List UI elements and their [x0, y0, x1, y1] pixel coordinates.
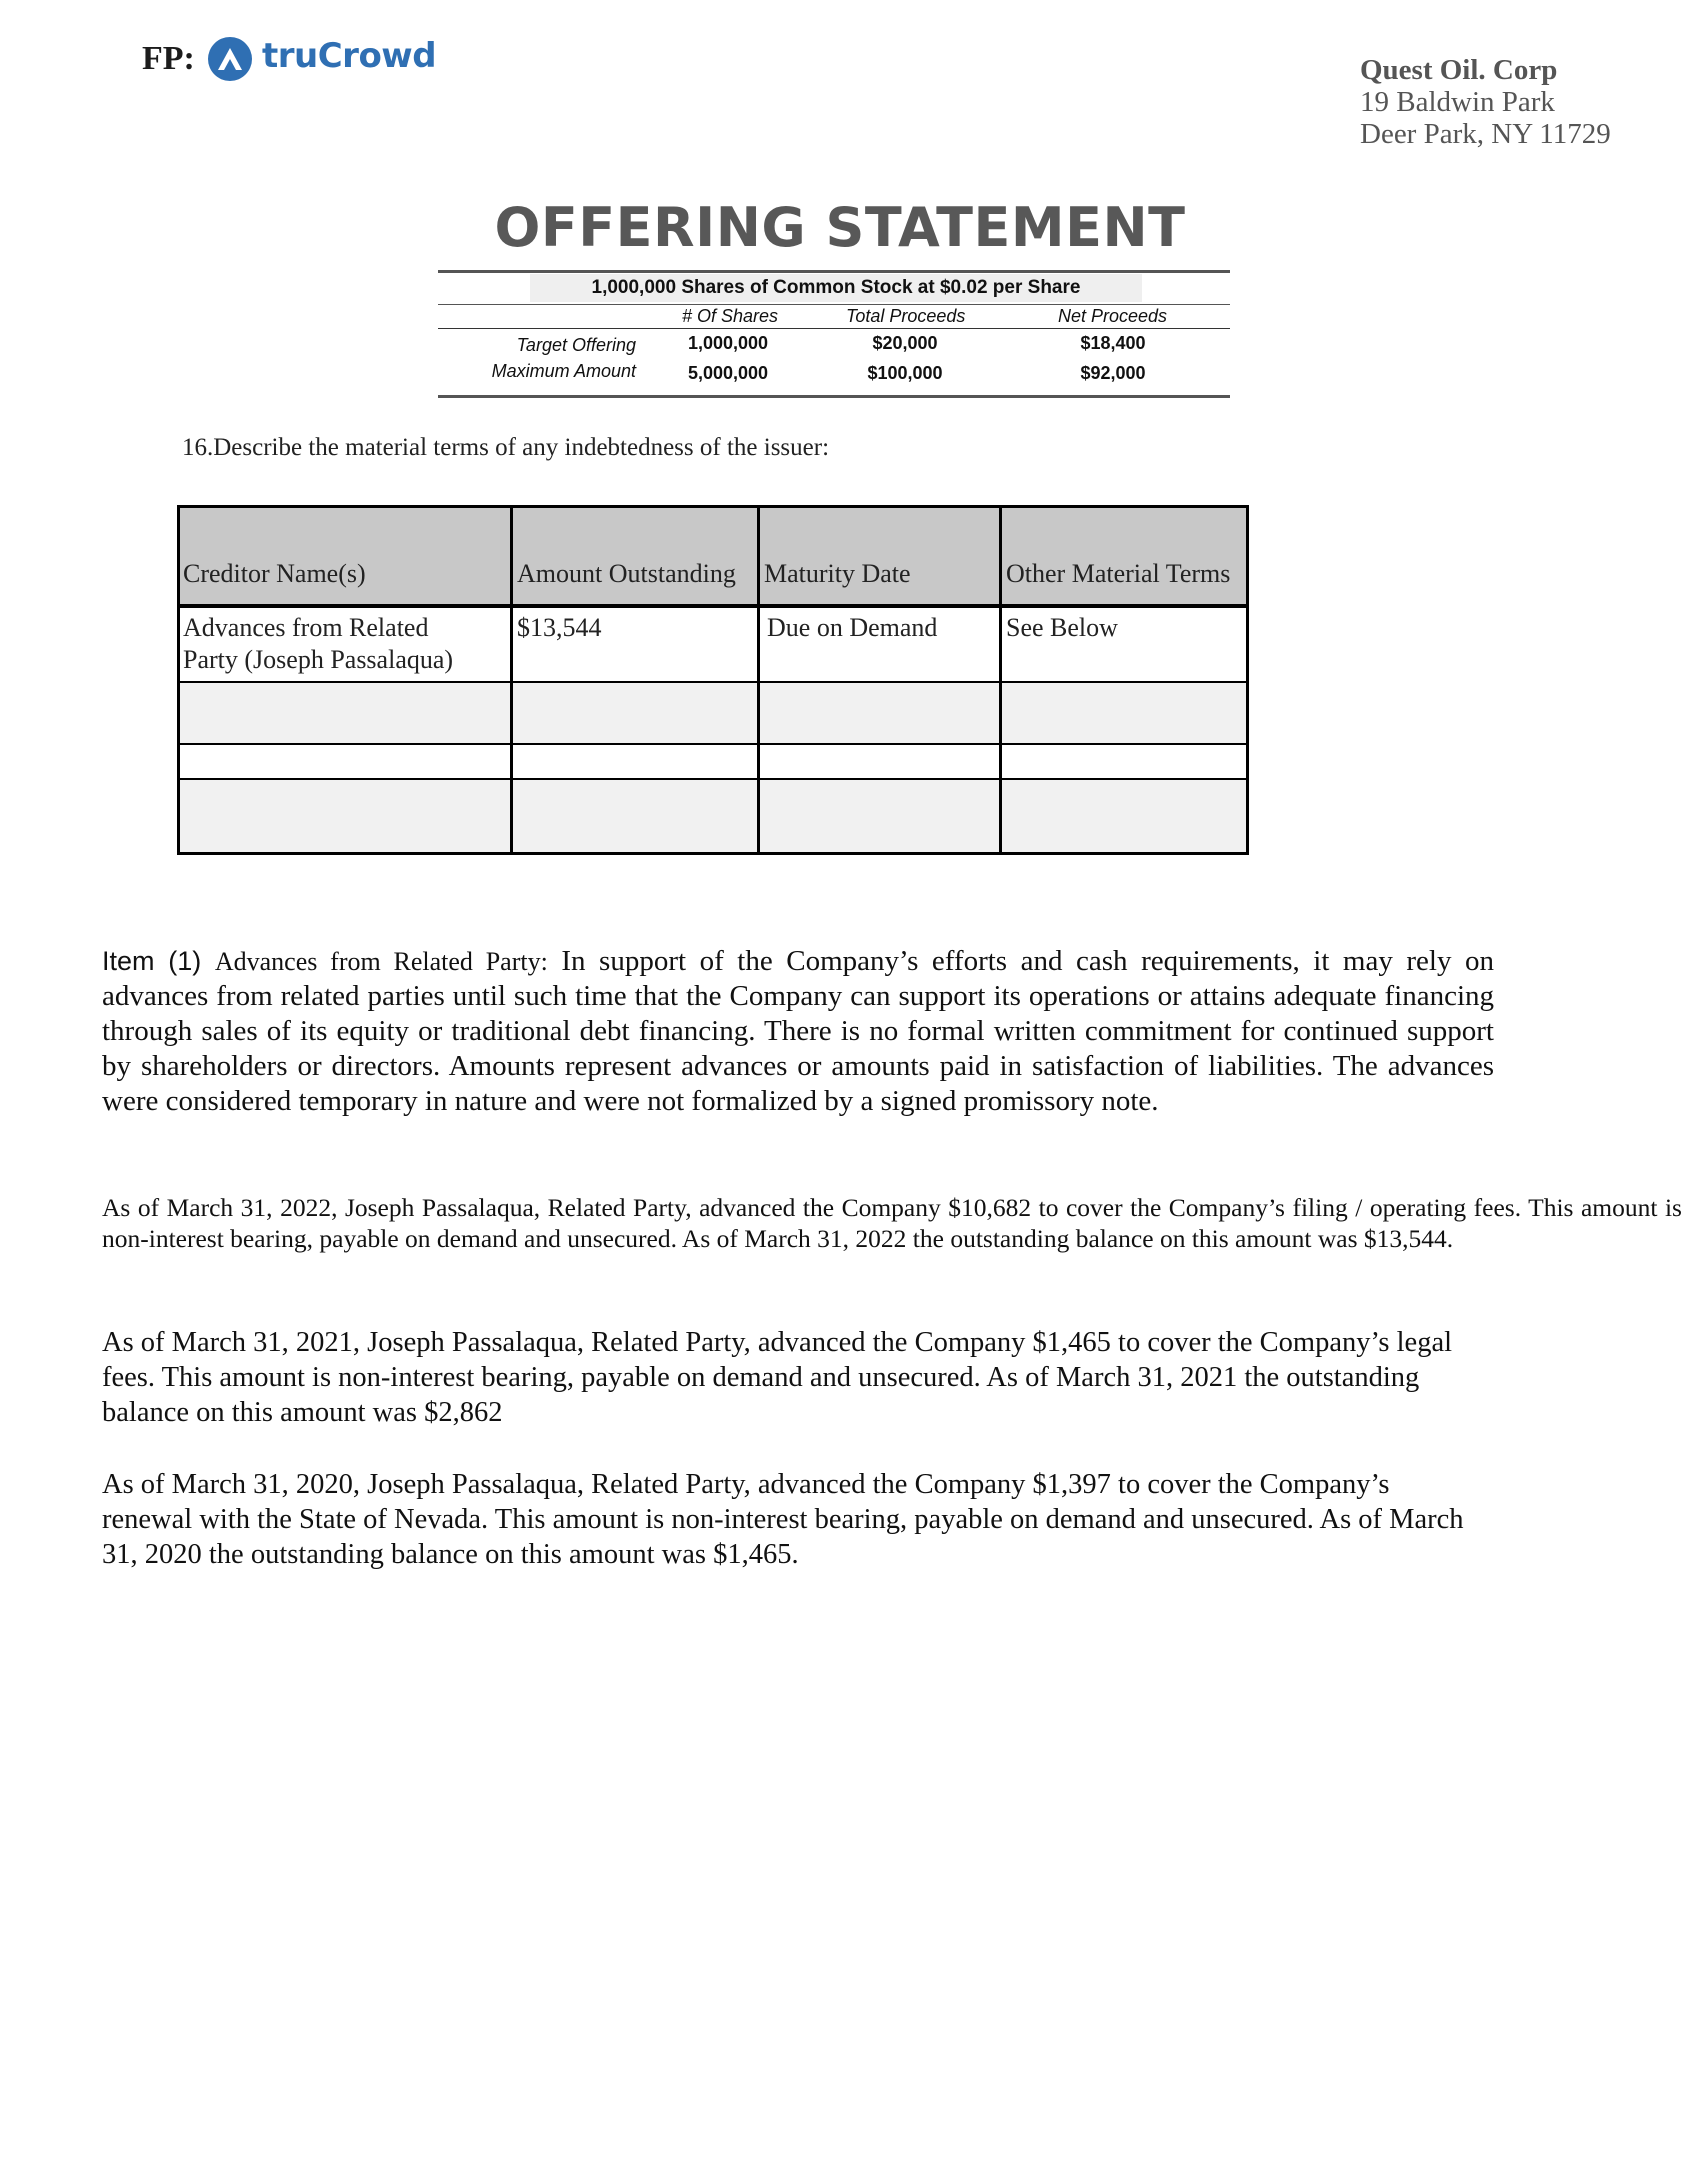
offering-header-rule [438, 328, 1230, 329]
col-header-total: Total Proceeds [846, 306, 966, 326]
creditor-line-1: Advances from Related [183, 613, 429, 642]
header-amount: Amount Outstanding [517, 559, 736, 588]
address-line-2: Deer Park, NY 11729 [1360, 118, 1611, 150]
table-col-divider [999, 508, 1002, 852]
table-row-empty-1 [180, 683, 1246, 743]
offering-divider [438, 304, 1230, 305]
offering-statement-title: OFFERING STATEMENT [494, 196, 1186, 259]
col-header-shares: # Of Shares [682, 306, 779, 326]
row-label-target: Target Offering [516, 335, 636, 355]
maximum-net: $92,000 [1080, 363, 1146, 383]
table-col-divider [757, 508, 760, 852]
header-terms: Other Material Terms [1006, 559, 1231, 588]
table-row-divider [180, 681, 1246, 683]
offering-top-rule [438, 270, 1230, 273]
offering-shares-line: 1,000,000 Shares of Common Stock at $0.02 per Share [530, 274, 1142, 302]
maximum-total: $100,000 [867, 363, 943, 383]
paragraph-2021: As of March 31, 2021, Joseph Passalaqua, Related Party, advanced the Company $1,465 to cover the Company’s legal fees. This amount is non-interest bearing, payable on demand and unsecured. As of March 31, 2021 the outstanding balance on this amount was $2,862 [102, 1327, 1453, 1428]
fp-label: FP: [142, 40, 195, 77]
brand-name: truCrowd [262, 36, 437, 76]
paragraph-2020: As of March 31, 2020, Joseph Passalaqua, Related Party, advanced the Company $1,397 to cover the Company’s renewal with the State of Nevada. This amount is non-interest bearing, payable on demand and unsecured. As of March 31, 2020 the outstanding balance on this amount was $1,465. [102, 1469, 1464, 1570]
item-1-text: In support of the Company’s efforts and cash requirements, it may rely on advances from related parties until such time that the Company can support its operations or attains adequate financing through sales of its equity or traditional debt financing. There is no formal written commitment for continued support by shareholders or directors. Amounts represent advances or amounts paid in satisfaction of liabilities. The advances were considered temporary in nature and were not formalized by a signed promissory note. [102, 945, 1495, 1117]
maximum-shares: 5,000,000 [687, 363, 769, 383]
item-1-label: Item (1) [102, 946, 202, 976]
company-address-block [1360, 54, 1611, 150]
item-1-subject: Advances from Related Party: [214, 947, 548, 976]
other-terms: See Below [1006, 613, 1118, 642]
table-row-divider [180, 778, 1246, 780]
col-header-net: Net Proceeds [1058, 306, 1168, 326]
maturity-date: Due on Demand [767, 613, 938, 642]
item-1-paragraph [102, 944, 1494, 1119]
table-row-empty-3 [180, 780, 1246, 852]
table-row-divider [180, 743, 1246, 745]
target-net: $18,400 [1080, 333, 1146, 353]
row-label-maximum: Maximum Amount [491, 361, 636, 381]
indebtedness-table [177, 505, 1249, 855]
creditor-line-2: Party (Joseph Passalaqua) [183, 645, 454, 674]
target-total: $20,000 [872, 333, 938, 353]
header-creditor: Creditor Name(s) [183, 559, 366, 588]
header-maturity: Maturity Date [764, 559, 911, 588]
trucrowd-logo-icon [205, 36, 255, 82]
paragraph-2022: As of March 31, 2022, Joseph Passalaqua, Related Party, advanced the Company $10,682 to cover the Company’s filing / operating fees. This amount is non-interest bearing, payable on demand and unsecured. As of March 31, 2022 the outstanding balance on this amount was $13,544. [102, 1193, 1682, 1253]
question-16: 16.Describe the material terms of any indebtedness of the issuer: [182, 434, 830, 461]
offering-bottom-rule [438, 395, 1230, 398]
address-line-1: 19 Baldwin Park [1360, 86, 1555, 118]
company-name: Quest Oil. Corp [1360, 54, 1558, 86]
table-col-divider [510, 508, 513, 852]
amount-outstanding: $13,544 [517, 613, 602, 642]
target-shares: 1,000,000 [687, 333, 769, 353]
